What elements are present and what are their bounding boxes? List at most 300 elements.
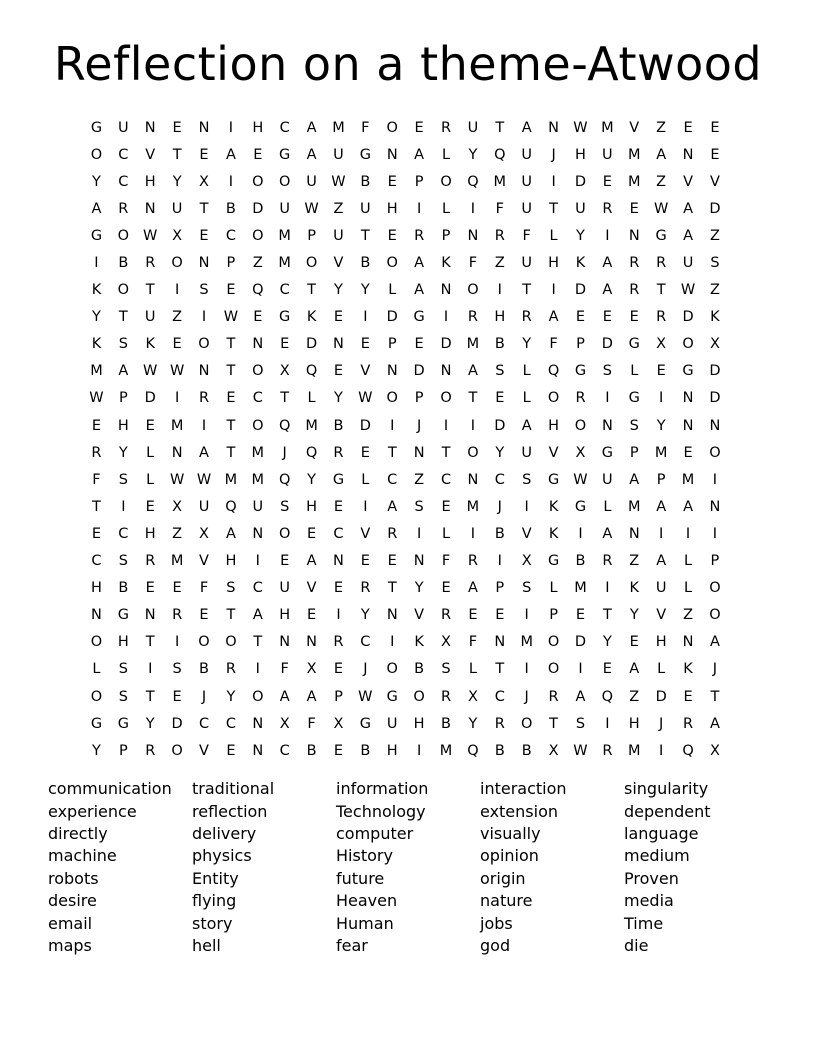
grid-letter[interactable]: O [386,119,398,136]
grid-letter[interactable]: L [441,525,451,542]
grid-letter[interactable]: M [332,119,345,136]
grid-letter[interactable]: G [574,363,587,380]
grid-letter[interactable]: Q [278,417,291,434]
grid-letter[interactable]: X [172,227,183,244]
grid-letter[interactable]: J [497,498,502,515]
grid-letter[interactable]: T [360,227,370,244]
grid-letter[interactable]: X [521,553,532,570]
grid-letter[interactable]: M [574,580,587,597]
grid-letter[interactable]: G [279,146,291,163]
grid-letter[interactable]: I [416,200,422,217]
grid-letter[interactable]: P [414,390,424,407]
grid-letter[interactable]: H [548,255,560,272]
grid-letter[interactable]: O [386,661,398,678]
grid-letter[interactable]: G [547,471,560,488]
grid-letter[interactable]: P [307,227,316,244]
grid-letter[interactable]: N [682,146,694,163]
grid-letter[interactable]: E [226,742,236,759]
grid-letter[interactable]: O [386,390,398,407]
grid-letter[interactable]: P [118,742,128,759]
grid-letter[interactable]: L [683,553,693,570]
grid-letter[interactable]: A [709,634,720,651]
grid-letter[interactable]: Y [576,227,585,244]
grid-letter[interactable]: Y [172,173,182,190]
grid-letter[interactable]: E [629,634,639,651]
grid-letter[interactable]: B [575,553,586,570]
grid-letter[interactable]: T [226,336,236,353]
grid-letter[interactable]: S [441,661,451,678]
grid-letter[interactable]: F [522,227,531,244]
grid-letter[interactable]: F [468,634,478,651]
grid-letter[interactable]: P [656,471,666,488]
grid-letter[interactable]: J [524,688,529,705]
grid-letter[interactable]: B [360,742,371,759]
grid-letter[interactable]: Y [495,444,505,461]
grid-letter[interactable]: A [306,553,317,570]
grid-letter[interactable]: N [467,227,479,244]
grid-letter[interactable]: E [710,146,720,163]
grid-letter[interactable]: E [575,607,586,624]
grid-letter[interactable]: E [172,119,182,136]
grid-letter[interactable]: E [414,119,424,136]
grid-letter[interactable]: S [575,715,586,732]
grid-letter[interactable]: H [575,146,586,163]
grid-letter[interactable]: V [199,742,209,759]
grid-letter[interactable]: F [549,336,558,353]
grid-letter[interactable]: M [90,363,103,380]
grid-letter[interactable]: O [467,282,479,299]
grid-letter[interactable]: O [305,255,318,272]
grid-letter[interactable]: R [225,661,236,678]
grid-letter[interactable]: N [386,607,398,624]
grid-letter[interactable]: E [333,661,344,678]
grid-letter[interactable]: U [521,173,532,190]
grid-letter[interactable]: R [602,200,613,217]
grid-letter[interactable]: S [199,282,209,299]
grid-letter[interactable]: U [521,255,532,272]
grid-letter[interactable]: E [629,200,639,217]
grid-letter[interactable]: R [602,553,613,570]
grid-letter[interactable]: Q [682,742,694,759]
grid-letter[interactable]: E [280,336,290,353]
grid-letter[interactable]: E [306,607,317,624]
grid-letter[interactable]: M [628,742,641,759]
grid-letter[interactable]: A [548,309,559,326]
grid-letter[interactable]: X [333,715,344,732]
grid-letter[interactable]: N [494,634,506,651]
grid-letter[interactable]: T [441,444,451,461]
grid-letter[interactable]: L [468,661,477,678]
grid-letter[interactable]: T [226,417,236,434]
grid-letter[interactable]: O [252,227,264,244]
grid-letter[interactable]: O [547,661,560,678]
grid-letter[interactable]: B [414,661,425,678]
grid-letter[interactable]: M [224,471,238,488]
grid-letter[interactable]: N [386,363,398,380]
grid-letter[interactable]: Q [252,282,264,299]
grid-letter[interactable]: J [551,146,556,163]
grid-letter[interactable]: Z [709,227,720,244]
grid-letter[interactable]: E [360,553,370,570]
grid-letter[interactable]: M [466,498,480,515]
grid-letter[interactable]: O [520,715,533,732]
grid-letter[interactable]: Q [278,471,291,488]
grid-letter[interactable]: E [683,119,693,136]
grid-letter[interactable]: C [279,282,290,299]
grid-letter[interactable]: E [468,607,478,624]
grid-letter[interactable]: H [252,119,264,136]
grid-letter[interactable]: B [225,200,236,217]
grid-letter[interactable]: M [628,173,641,190]
grid-letter[interactable]: N [440,282,452,299]
grid-letter[interactable]: E [333,580,344,597]
grid-letter[interactable]: Q [467,173,479,190]
grid-letter[interactable]: R [440,607,452,624]
grid-letter[interactable]: D [144,390,156,407]
grid-letter[interactable]: A [629,471,640,488]
grid-letter[interactable]: O [252,417,264,434]
grid-letter[interactable]: U [521,146,532,163]
grid-letter[interactable]: D [574,282,587,299]
grid-letter[interactable]: C [494,688,505,705]
grid-letter[interactable]: I [363,498,368,515]
grid-letter[interactable]: I [121,498,126,515]
grid-letter[interactable]: W [573,119,588,136]
grid-letter[interactable]: E [333,742,344,759]
grid-letter[interactable]: G [601,444,613,461]
grid-letter[interactable]: A [225,525,236,542]
grid-letter[interactable]: C [440,471,452,488]
grid-letter[interactable]: W [680,282,696,299]
grid-letter[interactable]: A [656,498,667,515]
grid-letter[interactable]: L [361,471,370,488]
grid-letter[interactable]: L [522,363,531,380]
grid-letter[interactable]: G [90,119,103,136]
grid-letter[interactable]: R [440,688,452,705]
grid-letter[interactable]: Y [226,688,236,705]
grid-letter[interactable]: O [198,336,210,353]
grid-letter[interactable]: N [306,634,317,651]
grid-letter[interactable]: N [252,525,264,542]
grid-letter[interactable]: G [682,363,694,380]
grid-letter[interactable]: I [551,173,556,190]
grid-letter[interactable]: I [174,390,180,407]
grid-letter[interactable]: X [575,444,586,461]
grid-letter[interactable]: Z [656,119,667,136]
grid-letter[interactable]: E [710,119,720,136]
grid-letter[interactable]: R [118,200,129,217]
grid-letter[interactable]: L [549,580,558,597]
grid-letter[interactable]: A [602,255,613,272]
grid-letter[interactable]: E [387,227,397,244]
grid-letter[interactable]: Y [468,146,478,163]
grid-letter[interactable]: H [117,634,129,651]
grid-letter[interactable]: T [468,390,478,407]
grid-letter[interactable]: H [386,200,398,217]
grid-letter[interactable]: G [655,227,667,244]
grid-letter[interactable]: R [656,309,667,326]
grid-letter[interactable]: E [91,525,102,542]
grid-letter[interactable]: E [387,553,397,570]
grid-letter[interactable]: R [333,634,344,651]
grid-letter[interactable]: K [629,580,640,597]
grid-letter[interactable]: W [573,471,588,488]
grid-letter[interactable]: B [360,173,371,190]
grid-letter[interactable]: I [336,607,341,624]
grid-letter[interactable]: S [118,471,128,488]
grid-letter[interactable]: N [548,119,560,136]
grid-letter[interactable]: T [656,282,666,299]
grid-letter[interactable]: O [440,173,452,190]
grid-letter[interactable]: S [118,688,128,705]
grid-letter[interactable]: W [653,200,669,217]
grid-letter[interactable]: N [279,634,291,651]
grid-letter[interactable]: H [413,715,425,732]
grid-letter[interactable]: I [524,661,529,678]
grid-letter[interactable]: Y [334,390,343,407]
grid-letter[interactable]: R [656,255,667,272]
grid-letter[interactable]: T [522,282,532,299]
grid-letter[interactable]: U [360,200,371,217]
grid-letter[interactable]: D [655,688,667,705]
grid-letter[interactable]: O [709,580,721,597]
grid-letter[interactable]: N [601,417,613,434]
grid-letter[interactable]: D [682,309,694,326]
grid-letter[interactable]: K [548,525,559,542]
grid-letter[interactable]: V [656,607,667,624]
grid-letter[interactable]: L [630,363,639,380]
grid-letter[interactable]: O [198,634,210,651]
grid-letter[interactable]: I [470,525,476,542]
grid-letter[interactable]: X [279,363,290,380]
grid-letter[interactable]: E [333,309,344,326]
grid-letter[interactable]: N [413,444,425,461]
grid-letter[interactable]: L [146,444,155,461]
grid-letter[interactable]: C [91,553,102,570]
grid-letter[interactable]: M [601,119,614,136]
grid-letter[interactable]: S [118,661,128,678]
grid-letter[interactable]: D [171,715,183,732]
grid-letter[interactable]: E [629,309,639,326]
grid-letter[interactable]: R [360,580,371,597]
grid-letter[interactable]: U [279,580,290,597]
grid-letter[interactable]: N [386,146,398,163]
grid-letter[interactable]: W [169,471,185,488]
grid-letter[interactable]: L [441,200,451,217]
grid-letter[interactable]: X [306,661,317,678]
grid-letter[interactable]: P [495,580,505,597]
grid-letter[interactable]: I [605,390,610,407]
grid-letter[interactable]: U [682,255,694,272]
grid-letter[interactable]: U [467,119,479,136]
grid-letter[interactable]: I [659,742,664,759]
grid-letter[interactable]: Y [360,607,370,624]
grid-letter[interactable]: O [386,255,398,272]
grid-letter[interactable]: Y [522,336,532,353]
grid-letter[interactable]: N [252,742,264,759]
grid-letter[interactable]: H [144,173,156,190]
grid-letter[interactable]: T [226,363,236,380]
grid-letter[interactable]: O [90,634,103,651]
grid-letter[interactable]: O [117,282,130,299]
grid-letter[interactable]: L [441,146,451,163]
grid-letter[interactable]: C [225,715,236,732]
grid-letter[interactable]: G [117,607,129,624]
grid-letter[interactable]: O [90,688,103,705]
grid-letter[interactable]: H [548,417,560,434]
grid-letter[interactable]: V [360,363,371,380]
grid-letter[interactable]: E [333,498,344,515]
grid-letter[interactable]: S [226,580,236,597]
grid-letter[interactable]: O [547,634,560,651]
grid-letter[interactable]: I [497,282,502,299]
grid-letter[interactable]: I [416,525,422,542]
grid-letter[interactable]: T [710,688,720,705]
grid-letter[interactable]: J [712,661,718,678]
grid-letter[interactable]: U [602,146,613,163]
grid-letter[interactable]: E [199,146,209,163]
grid-letter[interactable]: N [709,498,721,515]
grid-letter[interactable]: Q [601,688,614,705]
grid-letter[interactable]: D [574,173,587,190]
grid-letter[interactable]: Q [467,742,479,759]
grid-letter[interactable]: K [306,309,317,326]
grid-letter[interactable]: G [332,471,345,488]
grid-letter[interactable]: O [709,607,721,624]
grid-letter[interactable]: N [628,227,640,244]
grid-letter[interactable]: E [441,498,451,515]
grid-letter[interactable]: F [361,119,370,136]
grid-letter[interactable]: K [710,309,720,326]
grid-letter[interactable]: C [494,471,505,488]
grid-letter[interactable]: A [602,525,613,542]
grid-letter[interactable]: U [198,498,210,515]
grid-letter[interactable]: J [416,417,422,434]
grid-letter[interactable]: I [255,553,260,570]
grid-letter[interactable]: C [387,471,398,488]
grid-letter[interactable]: F [307,715,316,732]
grid-letter[interactable]: W [143,227,158,244]
grid-letter[interactable]: W [331,173,346,190]
grid-letter[interactable]: E [387,173,397,190]
grid-letter[interactable]: A [521,417,532,434]
grid-letter[interactable]: V [548,444,559,461]
grid-letter[interactable]: M [251,444,265,461]
grid-letter[interactable]: A [225,146,236,163]
grid-letter[interactable]: E [495,390,505,407]
grid-letter[interactable]: R [629,255,640,272]
grid-letter[interactable]: S [118,553,128,570]
grid-letter[interactable]: S [522,471,532,488]
grid-letter[interactable]: I [201,309,207,326]
grid-letter[interactable]: J [282,444,287,461]
grid-letter[interactable]: E [441,580,451,597]
grid-letter[interactable]: U [333,146,344,163]
grid-letter[interactable]: L [522,390,531,407]
grid-letter[interactable]: D [494,417,506,434]
grid-letter[interactable]: T [253,634,263,651]
grid-letter[interactable]: K [91,336,102,353]
grid-letter[interactable]: C [279,742,290,759]
grid-letter[interactable]: B [118,580,129,597]
grid-letter[interactable]: A [306,688,317,705]
grid-letter[interactable]: G [386,688,398,705]
grid-letter[interactable]: I [416,742,422,759]
grid-letter[interactable]: E [602,173,612,190]
grid-letter[interactable]: V [629,119,640,136]
grid-letter[interactable]: O [117,227,130,244]
grid-letter[interactable]: A [629,661,640,678]
grid-letter[interactable]: T [549,200,559,217]
grid-letter[interactable]: G [547,553,560,570]
grid-letter[interactable]: B [494,336,505,353]
grid-letter[interactable]: U [602,471,613,488]
grid-letter[interactable]: F [468,255,478,272]
grid-letter[interactable]: S [414,498,424,515]
grid-letter[interactable]: Y [468,715,478,732]
grid-letter[interactable]: R [602,742,613,759]
grid-letter[interactable]: B [521,742,532,759]
grid-letter[interactable]: A [414,255,425,272]
grid-letter[interactable]: L [549,227,558,244]
grid-letter[interactable]: S [522,580,532,597]
grid-letter[interactable]: T [92,498,101,515]
grid-letter[interactable]: K [575,255,586,272]
grid-letter[interactable]: T [118,309,128,326]
grid-letter[interactable]: G [359,146,371,163]
grid-letter[interactable]: Y [145,715,155,732]
grid-letter[interactable]: N [682,417,694,434]
grid-letter[interactable]: I [174,282,180,299]
grid-letter[interactable]: I [201,417,207,434]
grid-letter[interactable]: Y [602,634,612,651]
grid-letter[interactable]: B [306,742,317,759]
grid-letter[interactable]: U [521,444,532,461]
grid-letter[interactable]: R [387,525,398,542]
grid-letter[interactable]: M [278,255,291,272]
grid-letter[interactable]: R [333,444,344,461]
grid-letter[interactable]: C [360,634,371,651]
grid-letter[interactable]: R [548,688,559,705]
grid-letter[interactable]: H [655,634,667,651]
grid-letter[interactable]: A [414,146,425,163]
grid-letter[interactable]: I [470,417,476,434]
grid-letter[interactable]: B [494,525,505,542]
grid-letter[interactable]: Z [333,200,344,217]
grid-letter[interactable]: K [145,336,155,353]
grid-letter[interactable]: X [709,336,720,353]
grid-letter[interactable]: M [278,227,291,244]
grid-letter[interactable]: Q [225,498,237,515]
grid-letter[interactable]: I [390,634,395,651]
grid-letter[interactable]: N [413,553,425,570]
grid-letter[interactable]: N [333,553,344,570]
grid-letter[interactable]: T [145,634,155,651]
grid-letter[interactable]: E [683,444,693,461]
grid-letter[interactable]: T [226,607,236,624]
grid-letter[interactable]: A [91,200,102,217]
grid-letter[interactable]: E [333,363,344,380]
grid-letter[interactable]: H [386,742,398,759]
grid-letter[interactable]: S [495,363,505,380]
grid-letter[interactable]: N [682,634,694,651]
grid-letter[interactable]: H [144,525,156,542]
grid-letter[interactable]: A [521,119,532,136]
grid-letter[interactable]: I [578,661,583,678]
grid-letter[interactable]: I [605,227,610,244]
grid-letter[interactable]: N [333,336,344,353]
grid-letter[interactable]: L [657,661,666,678]
